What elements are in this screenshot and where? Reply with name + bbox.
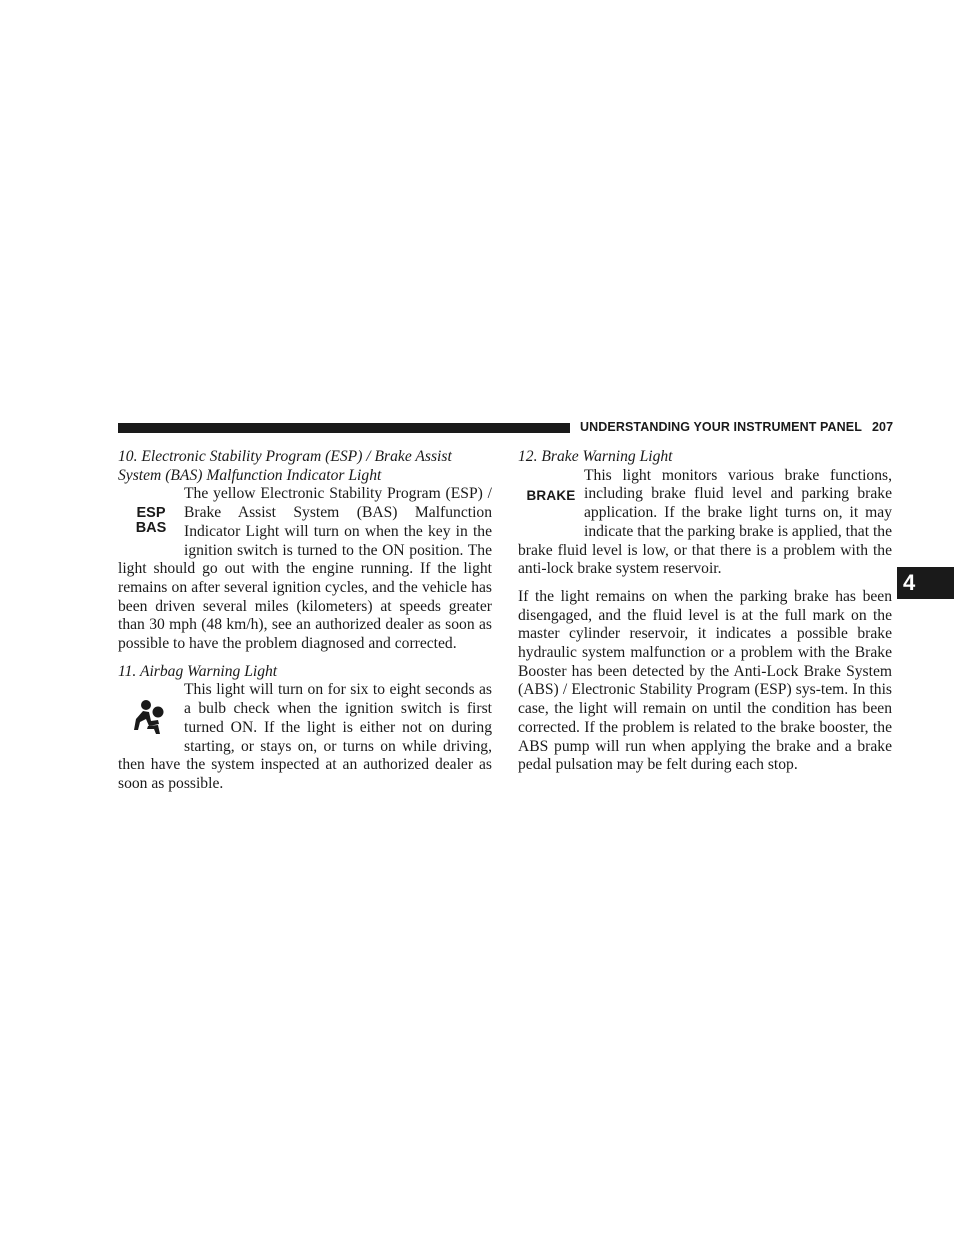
esp-body: The yellow Electronic Stability Program (ESP) / Brake Assist System (BAS) Malfunction Indicator Light will turn on when the key in the ignition switch is turned to the ON position. The light should go out with the engine running. If the light remains on after several ignition cycles, and the vehicle has been driven several miles (kilometers) at speeds greater than 30 mph (48 km/h), see an authorized dealer as soon as possible to have the problem diagnosed and corrected. — [118, 485, 492, 653]
right-column — [518, 448, 892, 775]
brake-heading: 12. Brake Warning Light — [518, 448, 673, 465]
brake-body-2: If the light remains on when the parking brake has been disengaged, and the fluid level is at the full mark on the master cylinder reservoir, it indicates a possible brake hydraulic system malfunction or a problem with the Brake Booster has been detected by the Anti-Lock Brake System (ABS) / Electronic Stability Program (ESP) sys-tem. In this case, the light will remain on until the condition has been corrected. If the problem is related to the brake booster, the ABS pump will run when applying the brake and a brake pedal pulsation may be felt during each stop. — [518, 587, 892, 774]
running-header — [580, 420, 892, 434]
airbag-icon-graphic — [134, 699, 168, 735]
airbag-heading: 11. Airbag Warning Light — [118, 662, 278, 680]
header-title: UNDERSTANDING YOUR INSTRUMENT PANEL — [580, 420, 862, 434]
bas-icon-label: BAS — [135, 520, 167, 537]
left-column — [118, 448, 492, 794]
esp-bas-icon — [118, 485, 184, 555]
esp-heading-line1: 10. Electronic Stability Program (ESP) / Brake Assist — [118, 448, 452, 465]
section-brake — [518, 448, 892, 775]
brake-warning-icon — [518, 467, 584, 527]
section-esp — [118, 448, 492, 654]
esp-heading — [118, 448, 492, 485]
airbag-person-icon — [118, 681, 184, 753]
esp-icon-label: ESP — [136, 505, 166, 522]
section-airbag — [118, 663, 492, 794]
brake-icon-label: BRAKE — [526, 488, 576, 504]
page-number: 207 — [871, 420, 894, 434]
chapter-tab: 4 — [897, 567, 954, 599]
header-rule — [118, 423, 570, 433]
airbag-body: This light will turn on for six to eight seconds as a bulb check when the ignition switch is first turned ON. If the light is either not on during starting, or stays on, or turns on while driving, then have the system inspected at an authorized dealer as soon as possible. — [118, 681, 492, 792]
brake-body-1: This light monitors various brake functions, including brake fluid level and parking brake application. If the brake light turns on, it may indicate that the parking brake is applied, that the brake fluid level is low, or that there is a problem with the anti-lock brake system reservoir. — [518, 466, 892, 578]
esp-heading-line2: System (BAS) Malfunction Indicator Light — [118, 466, 382, 484]
